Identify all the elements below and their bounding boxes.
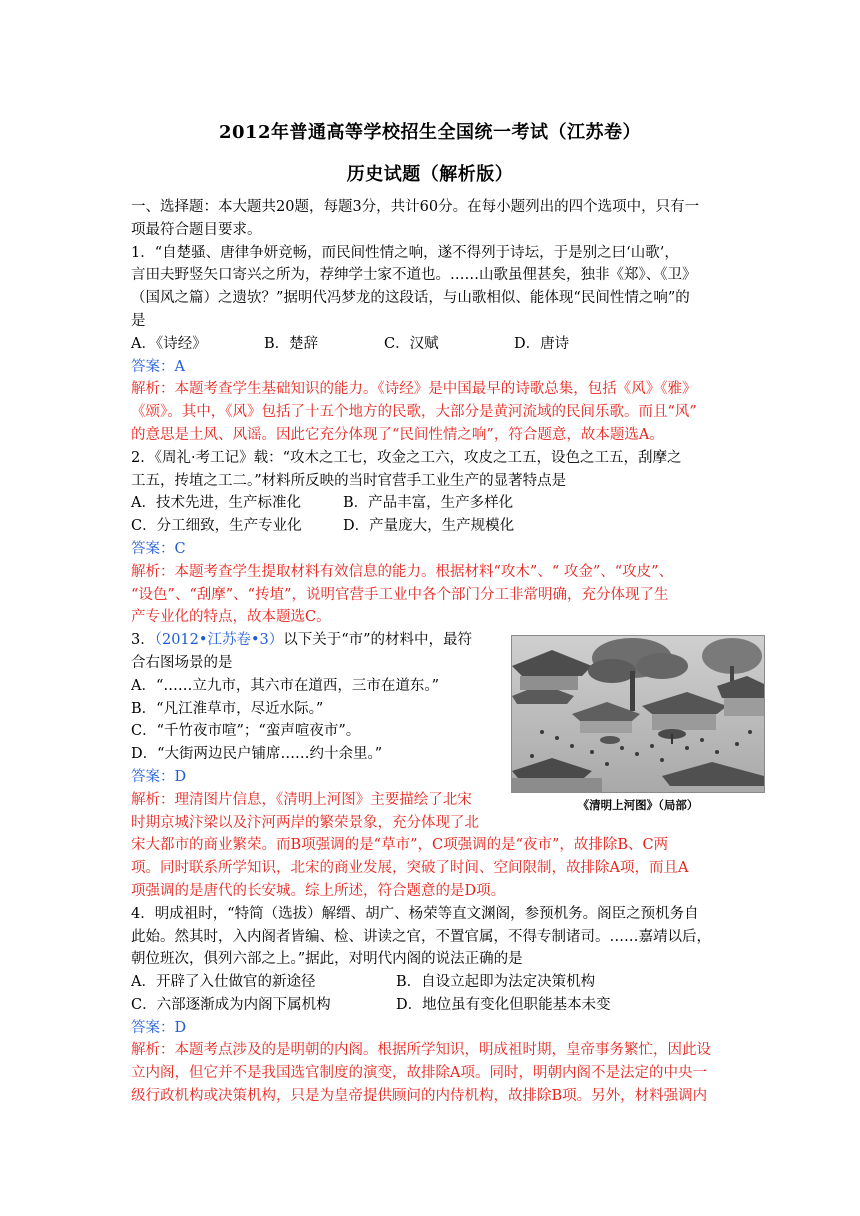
- q4-options-row: [131, 994, 739, 1017]
- q4-analysis-line: 解析：本题考点涉及的是明朝的内阁。根据所学知识，明成祖时期，皇帝事务繁忙，因此设: [131, 1042, 711, 1059]
- q2-answer: 答案：C: [131, 540, 186, 557]
- q1-analysis-line: 的意思是土风、风谣。因此它充分体现了“民间性情之响”，符合题意，故本题选A。: [131, 426, 664, 443]
- q4-option-b: B．自设立起即为法定决策机构: [396, 974, 596, 991]
- document-subtitle: 历史试题（解析版）: [346, 164, 514, 185]
- q4-analysis-line: 级行政机构或决策机构，只是为皇帝提供顾问的内侍机构，故排除B项。另外，材料强调内: [131, 1088, 708, 1105]
- q3-stem: 以下关于“市”的材料中，最符: [283, 632, 473, 649]
- q4-answer: 答案：D: [131, 1019, 187, 1036]
- q2-options-row: [131, 515, 739, 538]
- qingming-figure: [511, 635, 765, 819]
- q4-option-d: D．地位虽有变化但职能基本未变: [396, 996, 611, 1013]
- q3-analysis-line: 时期京城汴梁以及汴河两岸的繁荣景象，充分体现了北: [131, 814, 479, 831]
- q4-stem-line: 4．明成祖时，“特简（选拔）解缙、胡广、杨荣等直文渊阁，参预机务。阁臣之预机务自: [131, 905, 699, 922]
- q3-stem-line: 合右图场景的是: [131, 654, 233, 671]
- q3-option-d: D．“大街两边民户铺席……约十余里。”: [131, 746, 383, 763]
- q4-stem-line: 朝位班次，俱列六部之上。”据此，对明代内阁的说法正确的是: [131, 951, 523, 968]
- q2-option-a: A．技术先进，生产标准化: [131, 495, 301, 512]
- q3-analysis-line: 宋大都市的商业繁荣。而B项强调的是“草市”，C项强调的是“夜市”，故排除B、C两: [131, 837, 669, 854]
- intro-line: 项最符合题目要求。: [131, 221, 262, 238]
- q1-analysis-line: 《颂》。其中，《风》包括了十五个地方的民歌，大部分是黄河流域的民间乐歌。而且“风”: [131, 404, 697, 421]
- q1-options: [131, 333, 739, 356]
- q3-option-c: C．“千竹夜市喧”；“蛮声喧夜市”。: [131, 723, 361, 740]
- q2-option-b: B．产品丰富，生产多样化: [343, 495, 514, 512]
- q3-analysis-line: 项。同时联系所学知识，北宋的商业发展，突破了时间、空间限制，故排除A项，而且A: [131, 860, 689, 877]
- q1-option-c: C．汉赋: [384, 335, 439, 352]
- q2-option-d: D．产量庞大，生产规模化: [343, 518, 515, 535]
- q3-stem-line: [131, 629, 501, 652]
- q4-option-c: C．六部逐渐成为内阁下属机构: [131, 996, 331, 1013]
- q3-source: （2012•江苏卷•3）: [154, 632, 284, 649]
- q3-option-a: A．“……立九市，其六市在道西，三市在道东。”: [131, 677, 440, 694]
- q1-answer: 答案：A: [131, 358, 185, 375]
- q2-option-c: C．分工细致，生产专业化: [131, 518, 302, 535]
- q2-analysis-line: 产专业化的特点，故本题选C。: [131, 609, 331, 626]
- q1-stem-line: （国风之篇）之遗欤？”据明代冯梦龙的这段话，与山歌相似、能体现“民间性情之响”的: [131, 290, 690, 307]
- q3-answer: 答案：D: [131, 768, 187, 785]
- q3-analysis-line: 解析：理清图片信息，《清明上河图》主要描绘了北宋: [131, 791, 472, 808]
- q4-analysis-line: 立内阁，但它并不是我国选官制度的演变，故排除A项。同时，明朝内阁不是法定的中央一: [131, 1065, 707, 1082]
- q3-option-b: B．“凡江淮草市，尽近水际。”: [131, 700, 324, 717]
- q1-stem-line: 是: [131, 312, 146, 329]
- q1-option-a: A．《诗经》: [131, 335, 207, 352]
- q1-option-d: D．唐诗: [514, 335, 570, 352]
- q1-stem-line: 言田夫野竖矢口寄兴之所为，荐绅学士家不道也。……山歌虽俚甚矣，独非《郑》、《卫》: [131, 267, 697, 284]
- document-title: 2012年普通高等学校招生全国统一考试（江苏卷）: [218, 122, 642, 143]
- intro-line: 一、选择题：本大题共20题，每题3分，共计60分。在每小题列出的四个选项中，只有一: [131, 199, 700, 215]
- figure-caption: 《清明上河图》（局部）: [577, 798, 699, 812]
- q2-analysis-line: 解析：本题考查学生提取材料有效信息的能力。根据材料“攻木”、“ 攻金”、“攻皮”、: [131, 563, 674, 580]
- qingming-painting-image: [511, 635, 765, 793]
- painting-illustration: [512, 636, 764, 792]
- q3-analysis-line: 项强调的是唐代的长安城。综上所述，符合题意的是D项。: [131, 882, 506, 899]
- q4-stem-line: 此始。然其时，入内阁者皆编、检、讲读之官，不置官属，不得专制诸司。……嘉靖以后，: [131, 928, 711, 945]
- q3-number: 3．: [131, 632, 155, 649]
- q4-option-a: A．开辟了入仕做官的新途径: [131, 974, 316, 991]
- q2-analysis-line: “设色”、“刮摩”、“抟埴”，说明官营手工业中各个部门分工非常明确，充分体现了生: [131, 586, 669, 603]
- q2-options-row: [131, 492, 739, 515]
- q1-option-b: B．楚辞: [264, 335, 319, 352]
- q2-stem-line: 工五，抟埴之工二。”材料所反映的当时官营手工业生产的显著特点是: [131, 472, 567, 489]
- q1-stem-line: 1．“自楚骚、唐律争妍竞畅，而民间性情之响，遂不得列于诗坛，于是别之曰‘山歌’，: [131, 244, 679, 261]
- q4-options-row: [131, 971, 739, 994]
- q1-analysis-line: 解析：本题考查学生基础知识的能力。《诗经》是中国最早的诗歌总集，包括《风》《雅》: [131, 381, 697, 398]
- q2-stem-line: 2．《周礼·考工记》载：“攻木之工七，攻金之工六，攻皮之工五，设色之工五，刮摩之: [131, 449, 682, 466]
